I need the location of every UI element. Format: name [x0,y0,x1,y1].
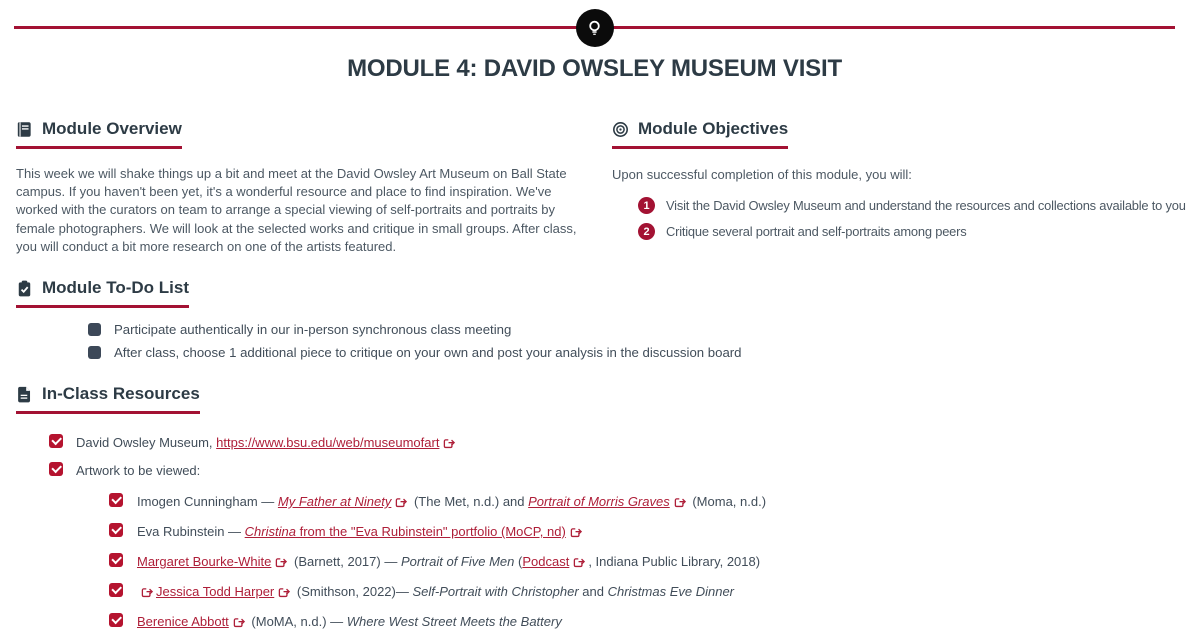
todo-item [88,322,1173,337]
resource-link[interactable]: from the "Eva Rubinstein" portfolio (MoCP, nd) [295,524,566,540]
in-class-resources-section [0,384,1189,630]
text-segment: (Moma, n.d.) [688,494,767,510]
module-overview-section [16,119,582,256]
text-segment: Artwork to be viewed: [76,463,201,479]
resource-link[interactable]: My Father at Ninety [277,494,392,510]
external-link-icon [443,436,456,449]
target-icon [612,121,629,138]
module-todo-heading-label: Module To-Do List [42,278,189,298]
objective-number-badge: 2 [638,223,655,240]
resource-item [49,462,1173,479]
checked-checkbox-icon [109,493,123,507]
artwork-item [109,523,1173,540]
external-link-icon [674,495,687,508]
top-columns [0,119,1189,256]
module-objectives-section [612,119,1186,256]
in-class-resources-heading [16,384,200,414]
objective-number-badge: 1 [638,197,655,214]
checked-checkbox-icon [49,434,63,448]
artwork-item [109,493,1173,510]
text-segment: (MoMA, n.d.) — [247,614,347,630]
module-overview-heading-label: Module Overview [42,119,182,138]
file-icon [16,386,33,403]
module-todo-heading [16,278,189,308]
module-objectives-heading-label: Module Objectives [638,119,789,138]
artwork-title: Self-Portrait with Christopher [412,584,579,600]
objectives-intro: Upon successful completion of this module, you will: [612,167,912,182]
todo-item-text: After class, choose 1 additional piece to critique on your own and post your analysis in the discussion board [114,345,742,361]
objective-text: Visit the David Owsley Museum and understand the resources and collections available to you [666,198,1186,213]
book-icon [16,121,33,138]
artwork-item-text [137,493,766,510]
text-segment: (Smithson, 2022)— [293,584,413,600]
external-link-icon [573,555,586,568]
in-class-resources-heading-label: In-Class Resources [42,384,200,404]
artwork-item-text [137,523,585,540]
todo-item-text: Participate authentically in our in-person synchronous class meeting [114,322,512,338]
module-todo-section [0,278,1189,360]
checked-checkbox-icon [109,583,123,597]
resource-item [49,434,1173,451]
objectives-list [612,198,1186,240]
resource-item-text [76,462,200,479]
clipboard-check-icon [16,280,33,297]
artwork-item-text [137,583,734,600]
artwork-title: Portrait of Five Men [400,554,515,570]
module-objectives-heading [612,119,788,149]
text-segment: , Indiana Public Library, 2018) [588,554,761,570]
artwork-item-text [137,553,760,570]
artwork-title: Christmas Eve Dinner [607,584,735,600]
module-overview-text: This week we will shake things up a bit and meet at the David Owsley Art Museum on Ball State campus. If you haven't been yet, it's a wonderful resource and place to find inspiration. We've worked with the curators on team to arrange a special viewing of self-portraits and portraits by female photographers. We will look at the selected works and critique in small groups. After class, you will conduct a bit more research on one of the artists featured. [16,166,577,254]
module-overview-heading [16,119,182,149]
text-segment: Eva Rubinstein — [137,524,245,540]
resource-item-text [76,434,458,451]
objective-text: Critique several portrait and self-portraits among peers [666,224,967,239]
artwork-title: Where West Street Meets the Battery [346,614,562,630]
checked-checkbox-icon [109,553,123,567]
artwork-list [16,493,1173,630]
artwork-item [109,553,1173,570]
text-segment: and [578,584,608,600]
unchecked-checkbox-icon [88,346,101,359]
checked-checkbox-icon [49,462,63,476]
unchecked-checkbox-icon [88,323,101,336]
objective-item [638,224,1173,240]
resources-list [16,434,1173,479]
artwork-item-text [137,613,562,630]
resource-link[interactable]: Berenice Abbott [137,614,229,630]
checked-checkbox-icon [109,613,123,627]
artwork-item [109,583,1173,600]
external-link-icon [278,585,291,598]
lightbulb-icon [576,9,614,47]
resource-link[interactable]: Podcast [522,554,570,570]
resource-link[interactable]: Christina [244,524,296,540]
external-link-icon [141,585,154,598]
text-segment: Imogen Cunningham — [137,494,278,510]
artwork-item [109,613,1173,630]
checked-checkbox-icon [109,523,123,537]
resource-link[interactable]: https://www.bsu.edu/web/museumofart [216,435,440,451]
text-segment: (Barnett, 2017) — [290,554,401,570]
todo-list [16,322,1173,360]
objective-item [638,198,1186,214]
external-link-icon [233,615,246,628]
page-title: MODULE 4: DAVID OWSLEY MUSEUM VISIT [347,55,842,82]
resource-link[interactable]: Jessica Todd Harper [156,584,275,600]
resource-link[interactable]: Portrait of Morris Graves [528,494,670,510]
text-segment: (The Met, n.d.) and [410,494,529,510]
external-link-icon [275,555,288,568]
resource-link[interactable]: Margaret Bourke-White [137,554,272,570]
external-link-icon [395,495,408,508]
todo-item [88,345,1173,360]
text-segment: David Owsley Museum, [76,435,217,451]
external-link-icon [570,525,583,538]
text-segment: ( [514,554,523,570]
